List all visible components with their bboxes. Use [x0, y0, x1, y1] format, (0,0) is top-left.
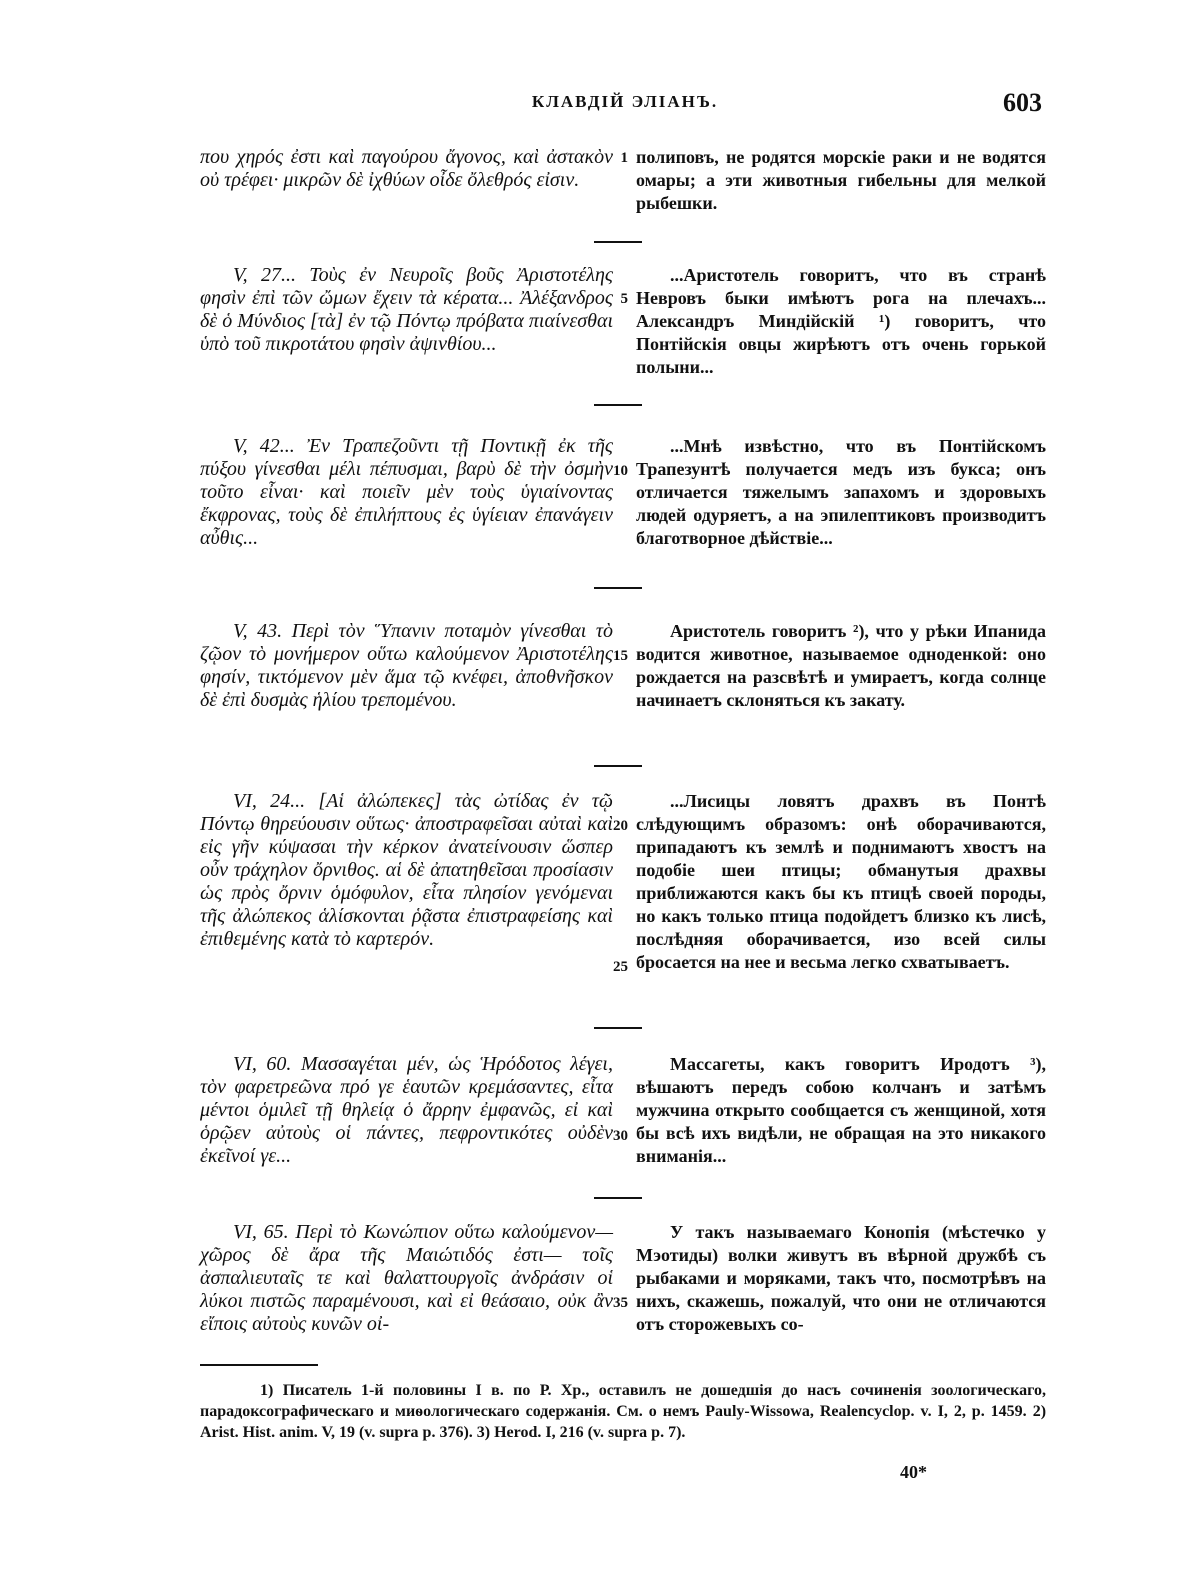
- greek-text-block: V, 27... Τοὺς ἐν Νευροῖς βοῦς Ἀριστοτέλης φησὶν ἐπὶ τῶν ὤμων ἔχειν τὰ κέρατα... Ἀλέξανδρος δὲ ὁ Μύνδιος [τὰ] ἐν τῷ Πόντῳ πρόβατα πιαίνεσθαι ὑπὸ τοῦ πικροτάτου φησὶν ἀψινθίου...: [200, 264, 613, 355]
- section-separator: [594, 1027, 642, 1029]
- section-separator: [594, 765, 642, 767]
- russian-text-block: ...Лисицы ловятъ драхвъ въ Понтѣ слѣдующимъ образомъ: онѣ оборачиваются, припадаютъ къ землѣ и поднимаютъ хвостъ на подобіе шеи птицы; обманутыя драхвы приближаются какъ бы къ птицѣ своей породы, но какъ только птица подойдетъ близко къ лисѣ, послѣдняя оборачивается, изо всей силы бросается на нее и весьма легко схватываетъ.: [636, 791, 1046, 972]
- line-number: 1: [620, 150, 628, 166]
- section-separator: [594, 404, 642, 406]
- line-number: 15: [613, 648, 628, 664]
- russian-text-block: У такъ называемаго Конопія (мѣстечко у Мэотиды) волки живутъ въ вѣрной дружбѣ съ рыбаками и моряками, такъ что, посмотрѣвъ на нихъ, скажешь, пожалуй, что они не отличаются отъ сторожевыхъ со-: [636, 1222, 1046, 1334]
- footnote-1: [200, 1380, 1046, 1443]
- section-separator: [594, 587, 642, 589]
- line-number: 10: [613, 463, 628, 479]
- footnote-rule: [200, 1364, 318, 1366]
- signature-mark: 40*: [900, 1462, 927, 1482]
- russian-text-block: ...Мнѣ извѣстно, что въ Понтійскомъ Трапезунтѣ получается медъ изъ букса; онъ отличается тяжелымъ запахомъ и здоровыхъ людей одуряетъ, а на эпилептиковъ производитъ благотворное дѣйствіе...: [636, 436, 1046, 548]
- greek-text-block: VI, 60. Μασσαγέται μέν, ὡς Ἡρόδοτος λέγει, τὸν φαρετρεῶνα πρό γε ἑαυτῶν κρεμάσαντες, εἶτα μέντοι ὁμιλεῖ τῇ θηλείᾳ ὁ ἄρρην ἐμφανῶς, εἰ καὶ ὁρῷεν αὐτοὺς οἱ πάντες, πεφροντικότες οὐδὲν ἐκεῖνοί γε...: [200, 1053, 613, 1167]
- line-number: 5: [620, 291, 628, 307]
- russian-text-block: Массагеты, какъ говоритъ Иродотъ ³), вѣшаютъ передъ собою колчанъ и затѣмъ мужчина открыто сообщается съ женщиной, хотя бы всѣ ихъ видѣли, не обращая на это никакого вниманія...: [636, 1054, 1046, 1166]
- russian-text-block: ...Аристотель говоритъ, что въ странѣ Невровъ быки имѣютъ рога на плечахъ... Александръ Миндійскій ¹) говоритъ, что Понтійскія овцы жирѣютъ отъ очень горькой полыни...: [636, 265, 1046, 377]
- line-number: 25: [613, 959, 628, 975]
- section-separator: [594, 241, 642, 243]
- line-number: 35: [613, 1295, 628, 1311]
- footnote-2-text: 2) Arist. Hist. anim. V, 19 (v. supra p. 376).: [200, 1403, 1047, 1441]
- greek-text-block: VI, 24... [Αἱ ἀλώπεκες] τὰς ὠτίδας ἐν τῷ Πόντῳ θηρεύουσιν οὕτως· ἀποστραφεῖσαι αὐταὶ καὶ εἰς γῆν κύψασαι τὴν κέρκον ἀνατείνουσιν ὥσπερ οὖν τράχηλον ὄρνιθος. αἱ δὲ ἀπατηθεῖσαι προσίασιν ὡς πρὸς ὄρνιν ὁμόφυλον, εἶτα πλησίον γενόμεναι τῆς ἀλώπεκος ἁλίσκονται ῥᾷστα ἐπιστραφείσης καὶ ἐπιθεμένης κατὰ τὸ καρτερόν.: [200, 790, 613, 950]
- greek-text-block: VI, 65. Περὶ τὸ Κωνώπιον οὕτω καλούμενον—χῶρος δὲ ἄρα τῆς Μαιώτιδός ἐστι— τοῖς ἀσπαλιευταῖς τε καὶ θαλαττουργοῖς ἀνδράσιν οἱ λύκοι πιστῶς παραμένουσι, καὶ εἰ θεάσαιο, οὐκ ἂν εἴποις αὐτοὺς κυνῶν οἰ-: [200, 1221, 613, 1335]
- greek-text-block: V, 43. Περὶ τὸν Ὕπανιν ποταμὸν γίνεσθαι τὸ ζῷον τὸ μονήμερον οὕτω καλούμενον Ἀριστοτέλης φησίν, τικτόμενον μὲν ἅμα τῷ κνέφει, ἀποθνῆσκον δὲ ἐπὶ δυσμὰς ἡλίου τρεπομένου.: [200, 620, 613, 711]
- page-number: 603: [1003, 88, 1042, 117]
- section-separator: [594, 1197, 642, 1199]
- footnotes: [200, 1380, 1046, 1443]
- running-title: КЛАВДІЙ ЭЛІАНЪ.: [531, 92, 719, 111]
- greek-text-block: V, 42... Ἐν Τραπεζοῦντι τῇ Ποντικῇ ἐκ τῆς πύξου γίνεσθαι μέλι πέπυσμαι, βαρὺ δὲ τὴν ὀσμὴν τοῦτο εἶναι· καὶ ποιεῖν μὲν τοὺς ὑγιαίνοντας ἔκφρονας, τοὺς δὲ ἐπιλήπτους ἐς ὑγίειαν ἐπανάγειν αὖθις...: [200, 435, 613, 549]
- footnote-1-text: 1) Писатель 1-й половины I в. по Р. Хр., оставилъ не дошедшія до насъ сочиненія зоологическаго, парадоксографическаго и миѳологическаго содержанія. См. о немъ Pauly-Wissowa, Realencyclop. v. I, 2, p. 1459.: [200, 1382, 1046, 1420]
- page-header: [200, 88, 1050, 118]
- line-number: 30: [613, 1128, 628, 1144]
- footnote-3-text: 3) Herod. I, 216 (v. supra p. 7).: [476, 1424, 686, 1441]
- russian-text-block: Аристотель говоритъ ²), что у рѣки Ипанида водится животное, называемое одноденкой: оно рождается на разсвѣтѣ и умираетъ, когда солнце начинаетъ склоняться къ закату.: [636, 621, 1046, 710]
- greek-text-block: που χηρός ἐστι καὶ παγούρου ἄγονος, καὶ ἀστακὸν οὐ τρέφει· μικρῶν δὲ ἰχθύων οἶδε ὄλεθρός εἰσιν.: [200, 146, 613, 191]
- russian-text-block: полиповъ, не родятся морскіе раки и не водятся омары; а эти животныя гибельны для мелкой рыбешки.: [636, 147, 1046, 213]
- line-number: 20: [613, 818, 628, 834]
